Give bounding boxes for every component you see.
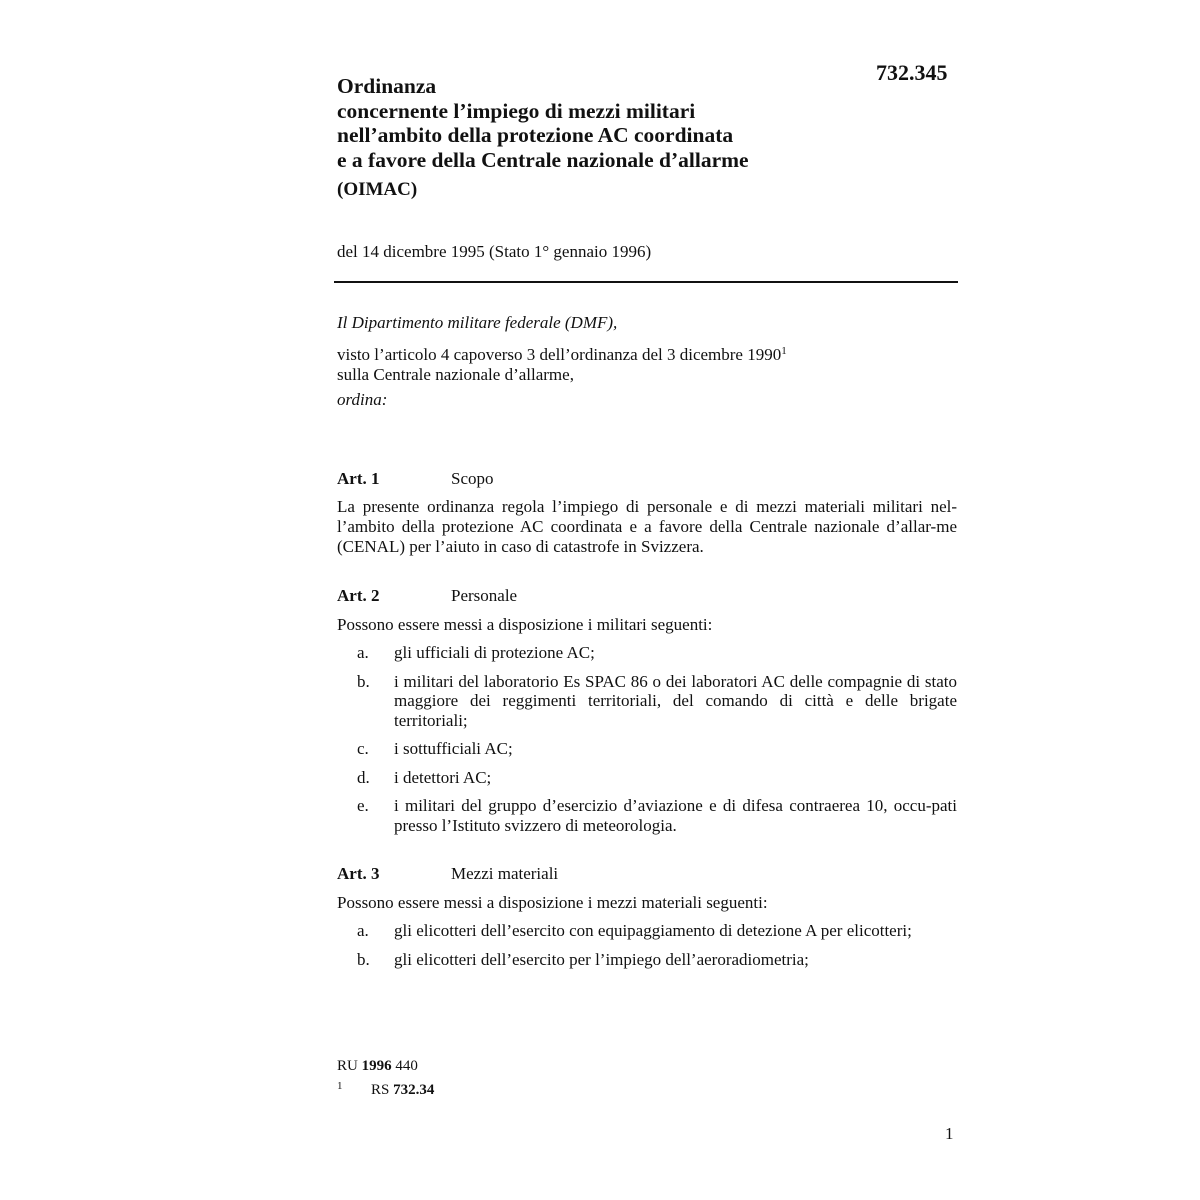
list-item — [337, 768, 957, 788]
official-collection-reference — [337, 1058, 418, 1075]
article-number: Art. 1 — [337, 469, 380, 488]
list-item-text: gli elicotteri dell’esercito con equipaggiamento di detezione A per elicotteri; — [394, 921, 912, 940]
preamble-basis-line2: sulla Centrale nazionale d’allarme, — [337, 365, 574, 384]
title-abbreviation: (OIMAC) — [337, 179, 418, 200]
article-1-header — [337, 469, 494, 489]
article-1-text: La presente ordinanza regola l’impiego di personale e di mezzi materiali militari nel-l’ambito della protezione AC coordinata e a favore della Centrale nazionale d’allar-me (CENAL) per l’aiuto in caso di catastrofe in Svizzera. — [337, 497, 957, 556]
preamble-basis — [337, 341, 957, 366]
divider-rule — [334, 281, 958, 283]
list-item-label: a. — [357, 643, 369, 662]
list-item-text: i sottufficiali AC; — [394, 739, 513, 758]
footnote-prefix: RS — [371, 1082, 390, 1098]
preamble-authority: Il Dipartimento militare federale (DMF), — [337, 313, 618, 332]
preamble-decree: ordina: — [337, 389, 388, 409]
list-item-text: i militari del gruppo d’esercizio d’aviazione e di difesa contraerea 10, occu-pati presso l’Istituto svizzero di meteorologia. — [394, 796, 957, 835]
article-3-header — [337, 864, 558, 884]
article-2-list — [337, 643, 957, 844]
title-line: nell’ambito della protezione AC coordinata — [337, 123, 734, 147]
footnote — [337, 1080, 434, 1099]
ru-prefix: RU — [337, 1058, 358, 1074]
list-item — [337, 739, 957, 759]
article-3-intro: Possono essere messi a disposizione i mezzi materiali seguenti: — [337, 893, 768, 912]
article-number: Art. 2 — [337, 586, 380, 605]
sr-number: 732.345 — [876, 60, 948, 85]
list-item — [337, 796, 957, 835]
list-item — [337, 950, 957, 970]
list-item — [337, 643, 957, 663]
list-item — [337, 672, 957, 731]
preamble — [337, 313, 957, 410]
article-heading: Scopo — [451, 469, 494, 488]
list-item — [337, 921, 957, 941]
article-heading: Personale — [451, 586, 518, 605]
article-heading: Mezzi materiali — [451, 864, 559, 883]
article-2-header — [337, 586, 517, 606]
ru-year: 1996 — [361, 1058, 392, 1074]
list-item-text: i detettori AC; — [394, 767, 492, 787]
document-title — [337, 74, 897, 172]
list-item-text: gli elicotteri dell’esercito per l’impiego dell’aeroradiometria; — [394, 949, 809, 969]
footnote-ref: 732.34 — [393, 1082, 435, 1098]
list-item-text: i militari del laboratorio Es SPAC 86 o dei laboratori AC delle compagnie di stato maggiore dei reggimenti territoriali, del comando di città e delle brigate territoriali; — [394, 671, 957, 730]
list-item-label: a. — [357, 921, 369, 940]
list-item-label: b. — [357, 671, 370, 691]
title-line: e a favore della Centrale nazionale d’allarme — [337, 147, 749, 172]
list-item-label: e. — [357, 796, 369, 815]
page-number: 1 — [945, 1124, 954, 1143]
ru-page: 440 — [395, 1058, 418, 1074]
list-item-label: b. — [357, 949, 370, 969]
list-item-label: d. — [357, 767, 370, 787]
footnote-reference: 1 — [781, 344, 787, 357]
article-2-intro: Possono essere messi a disposizione i militari seguenti: — [337, 615, 713, 634]
preamble-basis-line1: visto l’articolo 4 capoverso 3 dell’ordinanza del 3 dicembre 1990 — [337, 344, 782, 364]
list-item-text: gli ufficiali di protezione AC; — [394, 643, 595, 662]
list-item-label: c. — [357, 739, 369, 758]
footnote-number: 1 — [337, 1080, 343, 1092]
title-line: concernente l’impiego di mezzi militari — [337, 98, 696, 123]
article-number: Art. 3 — [337, 864, 380, 883]
article-3-list — [337, 921, 957, 978]
title-date: del 14 dicembre 1995 (Stato 1° gennaio 1996) — [337, 242, 652, 261]
title-line: Ordinanza — [337, 74, 437, 98]
